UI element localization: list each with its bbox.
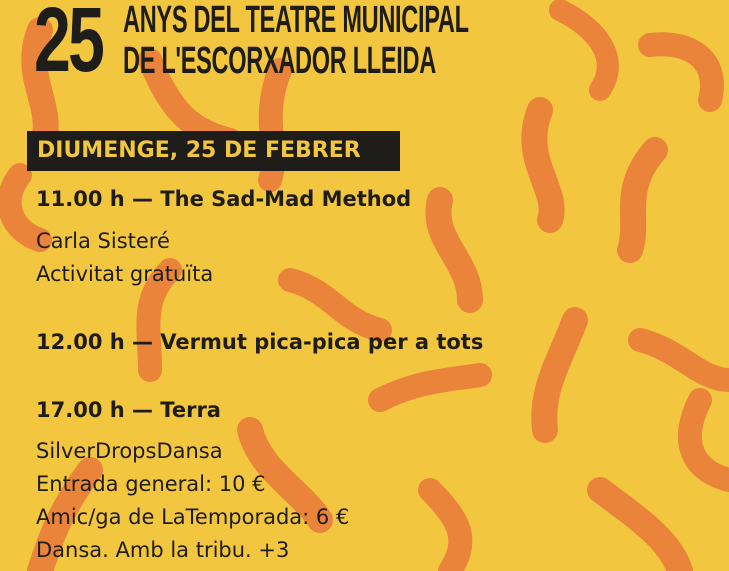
event-detail: Carla Sisteré: [36, 229, 170, 253]
event-title: 11.00 h — The Sad-Mad Method: [36, 187, 412, 211]
anniversary-number: 25: [34, 0, 102, 91]
event-detail: Entrada general: 10 €: [36, 472, 266, 496]
figure-shape: [640, 340, 729, 380]
figure-shape: [600, 490, 680, 571]
headline-line-1: ANYS DEL TEATRE MUNICIPAL: [123, 0, 469, 41]
figure-shape: [290, 280, 380, 330]
event-detail: SilverDropsDansa: [36, 439, 223, 463]
event-detail: Activitat gratuïta: [36, 262, 214, 286]
event-title: 12.00 h — Vermut pica-pica per a tots: [36, 330, 484, 354]
event-title: 17.00 h — Terra: [36, 398, 221, 422]
event-detail: Dansa. Amb la tribu. +3: [36, 538, 290, 562]
figure-shape: [534, 110, 551, 220]
figure-shape: [380, 375, 480, 400]
event-detail: Amic/ga de LaTemporada: 6 €: [36, 505, 350, 529]
figure-shape: [430, 490, 460, 571]
figure-shape: [544, 320, 575, 430]
figure-shape: [560, 10, 608, 90]
figure-shape: [438, 200, 470, 300]
headline-line-2: DE L'ESCORXADOR LLEIDA: [123, 40, 436, 82]
date-banner: DIUMENGE, 25 DE FEBRER: [27, 131, 400, 171]
figure-shape: [690, 400, 729, 480]
figure-shape: [630, 150, 655, 250]
figure-shape: [650, 44, 712, 100]
